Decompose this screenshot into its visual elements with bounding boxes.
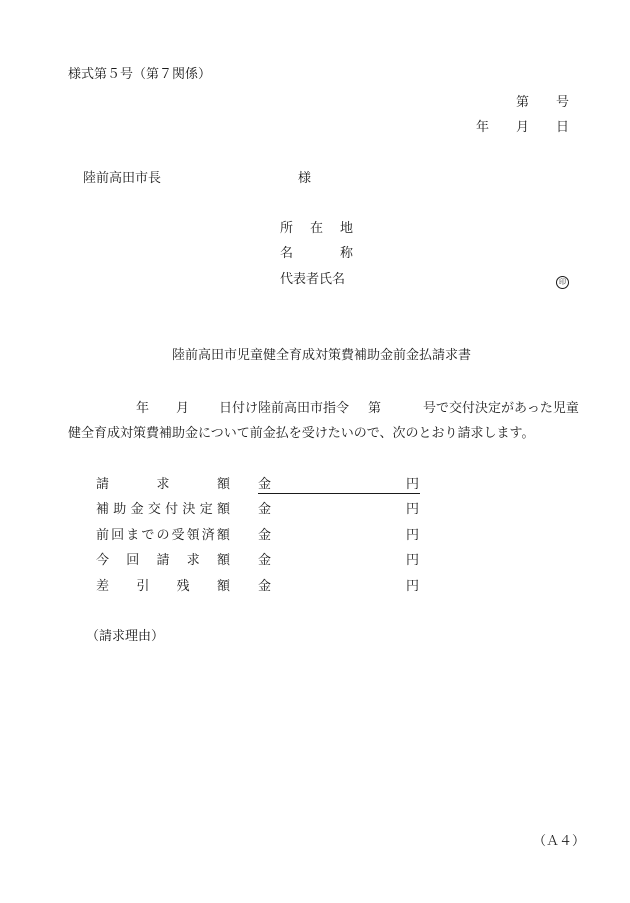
document-title: 陸前高田市児童健全育成対策費補助金前金払請求書	[172, 348, 472, 363]
row-grant-decided-yen: 円	[406, 502, 420, 517]
body-line1-tail: 号で交付決定があった児童	[423, 401, 579, 416]
date-year: 年	[476, 120, 490, 135]
row-balance-label: 差 引 残 額	[96, 579, 230, 594]
location-label: 所 在 地	[280, 221, 353, 236]
row-request-amount-field: 金 円	[258, 477, 419, 492]
row-this-request-label: 今 回 請 求 額	[96, 553, 230, 568]
row-grant-decided-kin: 金	[258, 502, 272, 517]
row-balance-kin: 金	[258, 579, 272, 594]
row-previous-received-label: 前 回 ま で の 受 領 済 額	[96, 528, 230, 543]
row-grant-decided-label: 補 助 金 交 付 決 定 額	[96, 502, 230, 517]
date-month: 月	[516, 120, 530, 135]
reason-label: （請求理由）	[86, 629, 165, 644]
name-label: 名 称	[280, 246, 353, 261]
row-this-request-kin: 金	[258, 553, 272, 568]
body-line2: 健全育成対策費補助金について前金払を受けたいので、次のとおり請求します。	[68, 426, 535, 441]
doc-number-go: 号	[556, 95, 570, 110]
seal-mark: 印	[556, 274, 569, 289]
body-month: 月	[176, 401, 190, 416]
row-this-request-yen: 円	[406, 553, 420, 568]
addressee-name: 陸前高田市長	[83, 171, 162, 186]
paper-size: （Ａ４）	[533, 834, 586, 849]
body-year: 年	[136, 401, 150, 416]
row-balance-yen: 円	[406, 579, 420, 594]
doc-number-dai: 第	[516, 95, 530, 110]
addressee-sama: 様	[298, 171, 312, 186]
body-date-ref: 日付け陸前高田市指令	[219, 401, 350, 416]
date-day: 日	[556, 120, 570, 135]
row-request-amount-label: 請 求 額	[96, 477, 230, 492]
form-number: 様式第５号（第７関係）	[68, 67, 212, 82]
row-previous-received-yen: 円	[406, 528, 420, 543]
body-dai: 第	[368, 401, 382, 416]
row-previous-received-kin: 金	[258, 528, 272, 543]
representative-label: 代表者氏名	[280, 272, 346, 287]
